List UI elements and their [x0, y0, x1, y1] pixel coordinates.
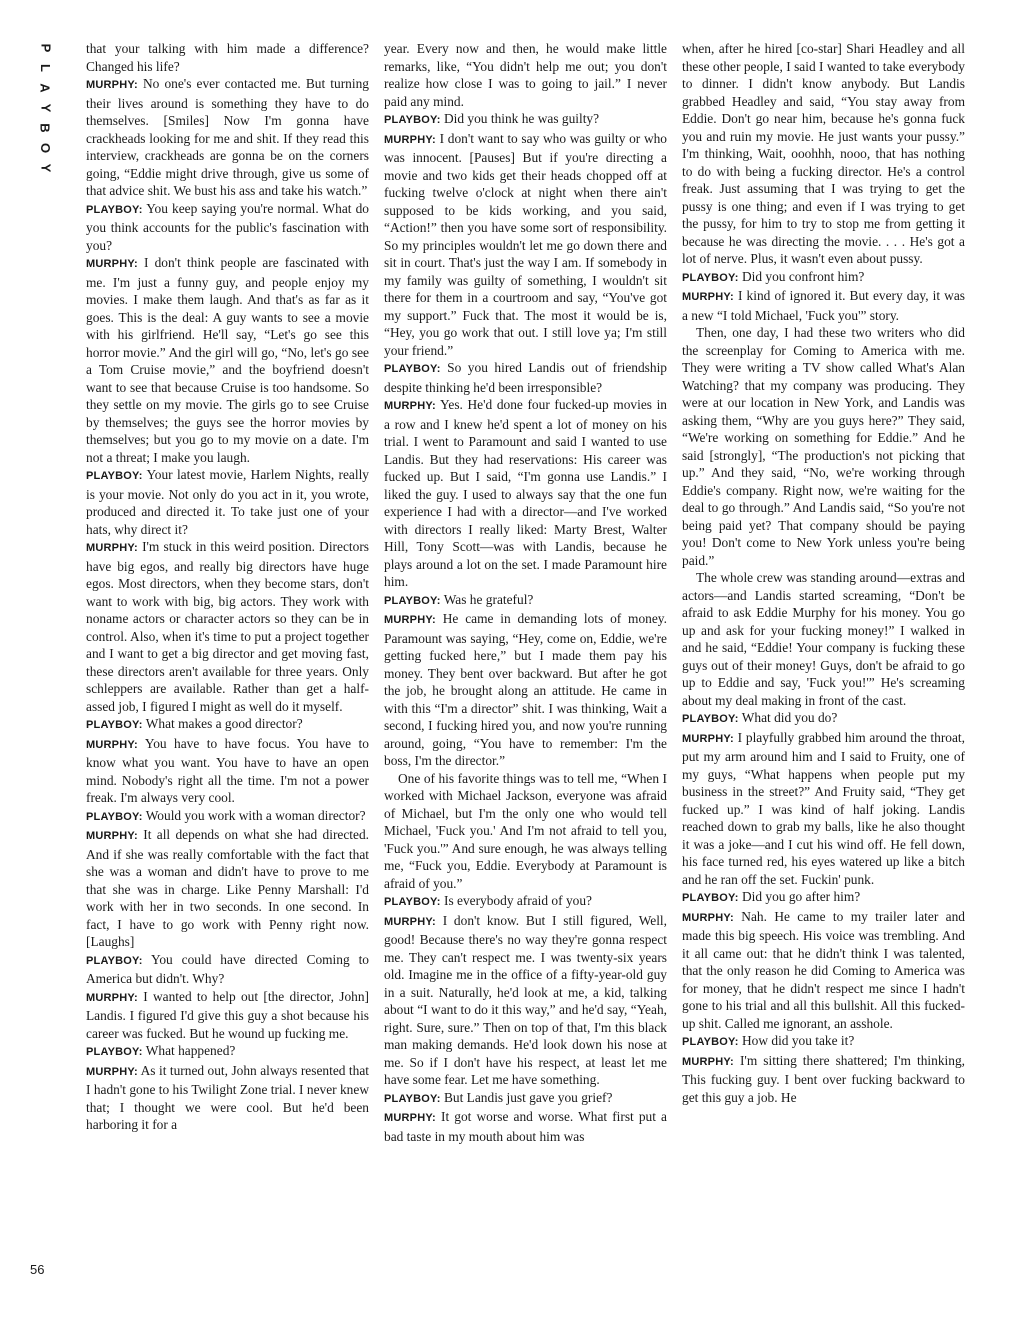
- speaker-label: MURPHY:: [682, 732, 734, 745]
- paragraph-text: I kind of ignored it. But every day, it was a new “I told Michael, 'Fuck you'” story.: [682, 288, 965, 323]
- paragraph-text: What makes a good director?: [145, 716, 303, 731]
- paragraph-text: I don't know. But I still figured, Well, good! Because there's no way they're gonna respect me. They can't respect me. I was twenty-six years old. Imagine me in the office of a fifty-year-old guy in a suit. Naturally, he'd look at me, a kid, talking about “I want to do it this way,” and he'd say, “Yeah, right. Sure, sure.” Then on top of that, I'm this black man making demands. He'd look down his nose at me. So if I don't have his respect, at least let me have some fear. Let me have something.: [384, 912, 667, 1087]
- interview-paragraph: [384, 610, 667, 770]
- paragraph-text: I don't think people are fascinated with me. I'm just a funny guy, and people enjoy my movies. I make them laugh. And that's as far as it goes. This is the deal: A guy wants to see a movie with his girlfriend. He'll say, “Let's go see this horror movie.” And the girl will go, “No, let's go see a Tom Cruise movie,” and the boyfriend doesn't want to see that because Cruise is too handsome. So they settle on my movie. The girls go to see Cruise by themselves; the guys see the horror movies by themselves; but you go to my movie on a date. I'm not a threat; I make you laugh.: [86, 255, 369, 465]
- paragraph-text: Was he grateful?: [443, 591, 534, 607]
- masthead-letter: A: [37, 83, 53, 93]
- interview-paragraph: [682, 709, 965, 729]
- interview-paragraph: [86, 1042, 369, 1062]
- paragraph-text: I'm stuck in this weird position. Directors have big egos, and really big directors have huge egos. Most directors, when they become stars, don't want to work with big, big actors. They work with noname actors or character actors so they can be in control. Also, when it's time to put a project together and I want to get a big director and get moving fast, these directors aren't available for three years. Only schleppers are available. Rather than get a half-assed job, I figured I might as well do it myself.: [86, 539, 369, 714]
- masthead-letter: Y: [37, 103, 53, 113]
- paragraph-text: I wanted to help out [the director, John] Landis. I figured I'd give this guy a shot because his career was fucked. But he wound up fucking me.: [86, 988, 369, 1041]
- paragraph-text: Did you think he was guilty?: [443, 111, 600, 126]
- text-column-1: [86, 40, 369, 1134]
- paragraph-text: Did you go after him?: [741, 889, 861, 904]
- paragraph-text: It got worse and worse. What first put a bad taste in my mouth about him was: [384, 1109, 667, 1144]
- paragraph-text: What did you do?: [741, 710, 838, 725]
- interview-paragraph: [86, 40, 369, 75]
- paragraph-text: Nah. He came to my trailer later and made this big speech. His voice was trembling. And it all came out: that he didn't think I was talented, that the only reason he did Coming to America was for money, that he didn't respect me since I hadn't gone to his trial and all this bullshit. All this fucked-up shit. Called me ignorant, an asshole.: [682, 908, 965, 1031]
- text-column-3: [682, 40, 965, 1106]
- paragraph-text: Yes. He'd done four fucked-up movies in a row and I knew he'd spent a lot of money on his trial. I went to Paramount and said I wanted to use Landis. But they had reservations: His career was fucked up. But I said, “I'm gonna use Landis.” I liked the guy. I used to always say that the one fun experience I had with a director—and I've worked with directors I really liked: Marty Brest, Walter Hill, Tony Scott—was with Landis, because he plays around a lot on the set. I made Paramount hire him.: [384, 397, 667, 589]
- paragraph-text: What happened?: [145, 1043, 236, 1058]
- speaker-label: MURPHY:: [86, 991, 138, 1004]
- interview-paragraph: [86, 75, 369, 200]
- interview-paragraph: [682, 569, 965, 709]
- interview-paragraph: [682, 268, 965, 288]
- masthead-letter: Y: [37, 163, 53, 173]
- interview-paragraph: [682, 729, 965, 889]
- interview-paragraph: [384, 912, 667, 1089]
- speaker-label: MURPHY:: [384, 133, 436, 146]
- paragraph-text: So you hired Landis out of friendship despite thinking he'd been irresponsible?: [384, 360, 667, 395]
- masthead-letter: B: [37, 123, 53, 133]
- speaker-label: PLAYBOY:: [86, 810, 143, 823]
- paragraph-text: when, after he hired [co-star] Shari Headley and all these other people, I said I wanted to take everybody to dinner. I didn't know anybody. But Landis grabbed Headley and said, “You stay away from Eddie. Don't go near him, because he's gonna fuck you and ruin my movie. He just wants your pussy.” I'm thinking, Wait, ooohhh, nooo, that has nothing to do with being a fucking director. He's a control freak. Just assuming that I was trying to get the pussy is one thing; and even if I was trying to get the pussy, for him to try to stop me from getting it because he was directing the movie. . . . He's got a lot of nerve. Plus, it wasn't even about pussy.: [682, 41, 965, 266]
- paragraph-text: Then, one day, I had these two writers who did the screenplay for Coming to America with me. They were writing a TV show called What's Alan Watching? that my company was producing. They were at our location in New York, and Landis was asking them, “Why are you guys here?” They said, “We're working on something for Eddie.” And he said [strongly], “The production's not picking that up.” And they said, “No, we're working through Eddie's company. Right now, we're waiting for the deal to go through.” And Landis said, “So you're not being paid yet? That company should be paying you! Don't come to New York unless you're being paid.”: [682, 325, 965, 568]
- interview-paragraph: [384, 396, 667, 591]
- speaker-label: PLAYBOY:: [86, 719, 143, 731]
- interview-paragraph: [86, 538, 369, 715]
- paragraph-text: Would you work with a woman director?: [145, 807, 366, 823]
- paragraph-text: I playfully grabbed him around the throat, put my arm around him and I said to Fruity, one of my guys, “What happens when people put my business in the street?” And Fruity said, “They get fucked up.” I was kind of half joking. Landis reached down to grab my balls, like he also thought it was a joke—and I cut his wind off. He fell down, his face turned red, his eyes watered up like a bitch and he ran off the set. Fuckin' punk.: [682, 729, 965, 887]
- paragraph-text: Did you confront him?: [741, 268, 865, 284]
- interview-paragraph: [86, 254, 369, 466]
- paragraph-text: You could have directed Coming to America but didn't. Why?: [86, 951, 369, 986]
- interview-paragraph: [86, 1062, 369, 1134]
- interview-paragraph: [384, 130, 667, 360]
- speaker-label: MURPHY:: [86, 1065, 138, 1078]
- speaker-label: PLAYBOY:: [384, 594, 441, 607]
- paragraph-text: How did you take it?: [741, 1033, 855, 1048]
- speaker-label: PLAYBOY:: [682, 713, 739, 725]
- interview-paragraph: [682, 287, 965, 324]
- interview-paragraph: [682, 888, 965, 908]
- speaker-label: MURPHY:: [86, 79, 138, 91]
- speaker-label: MURPHY:: [682, 911, 734, 924]
- interview-paragraph: [384, 591, 667, 611]
- speaker-label: MURPHY:: [384, 915, 436, 928]
- speaker-label: PLAYBOY:: [384, 363, 441, 375]
- speaker-label: MURPHY:: [86, 830, 138, 842]
- paragraph-text: The whole crew was standing around—extras and actors—and Landis started screaming, “Don't be afraid to ask Eddie Murphy for his money. You go up and ask for your fucking money!” I walked in and he said, “Eddie! Your company is fucking these guys out of their money! Guys, don't be afraid to go up to Eddie and say, 'Fuck you!'” He's screaming about my deal making in front of the cast.: [682, 570, 965, 708]
- masthead-letter: O: [38, 142, 53, 154]
- paragraph-text: I don't want to say who was guilty or who was innocent. [Pauses] But if you're directing a movie and two kids get their heads chopped off at fucking twelve o'clock at night when there ain't supposed to be kids working, and you said, “Action!” then you have some sort of responsibility. So my principles wouldn't let me go down there and sit in court. That's just the way I am. If somebody in my family was guilty of something, I wouldn't sit there for them in a courtroom and say, “You've got my support.” Fuck that. The most it would be is, “Hey, you go work that out. I still love ya; I'm still your friend.”: [384, 130, 667, 358]
- paragraph-text: No one's ever contacted me. But turning their lives around is something they have to do themselves. [Smiles] Now I'm gonna have crackheads looking for me and shit. If they read this interview, crackheads are gonna be on the corners going, “Eddie might drive through, give us some of that advice shit. We bust his ass and take his watch.”: [86, 76, 369, 198]
- interview-paragraph: [86, 951, 369, 988]
- interview-paragraph: [682, 40, 965, 268]
- speaker-label: PLAYBOY:: [86, 1046, 143, 1058]
- speaker-label: PLAYBOY:: [384, 896, 441, 908]
- paragraph-text: You have to have focus. You have to know what you want. You have to have an open mind. Nobody's right all the time. I'm not a power freak. I'm always very cool.: [86, 735, 369, 805]
- speaker-label: MURPHY:: [682, 1055, 734, 1068]
- paragraph-text: that your talking with him made a difference? Changed his life?: [86, 41, 369, 74]
- interview-paragraph: [384, 892, 667, 912]
- paragraph-text: year. Every now and then, he would make little remarks, like, “You didn't help me out; you don't realize how close I was to going to jail.” I never paid any mind.: [384, 41, 667, 109]
- interview-paragraph: [86, 807, 369, 827]
- interview-paragraph: [384, 770, 667, 893]
- interview-paragraph: [384, 110, 667, 130]
- paragraph-text: One of his favorite things was to tell me, “When I worked with Michael Jackson, everyone was afraid of Michael, but I'm the only one who would tell Michael, 'Fuck you.' And I'm not afraid to tell you, 'Fuck you.'” And sure enough, he was always telling me, “Fuck you, Eddie. Everybody at Paramount is afraid of you.”: [384, 770, 667, 891]
- interview-paragraph: [682, 908, 965, 1033]
- interview-paragraph: [682, 324, 965, 569]
- speaker-label: PLAYBOY:: [86, 954, 143, 967]
- speaker-label: MURPHY:: [86, 258, 138, 270]
- masthead-letter: L: [37, 64, 53, 72]
- speaker-label: PLAYBOY:: [86, 470, 143, 482]
- interview-paragraph: [86, 466, 369, 538]
- interview-paragraph: [384, 1108, 667, 1145]
- speaker-label: PLAYBOY:: [682, 1036, 739, 1048]
- paragraph-text: It all depends on what she had directed. And if she was really comfortable with the fact that she was a woman and didn't have to prove to me that she was in charge. Like Penny Marshall: I'd work with her in two seconds. In one second. In fact, I have to go work with Penny right now. [Laughs]: [86, 827, 369, 949]
- speaker-label: MURPHY:: [384, 400, 436, 412]
- speaker-label: PLAYBOY:: [384, 114, 441, 126]
- interview-paragraph: [682, 1052, 965, 1107]
- paragraph-text: I'm sitting there shattered; I'm thinking, This fucking guy. I bent over fucking backward to get this guy a job. He: [682, 1052, 965, 1105]
- interview-paragraph: [86, 200, 369, 255]
- speaker-label: MURPHY:: [86, 542, 138, 554]
- interview-paragraph: [384, 1089, 667, 1109]
- speaker-label: MURPHY:: [384, 614, 436, 626]
- speaker-label: MURPHY:: [384, 1112, 436, 1124]
- speaker-label: PLAYBOY:: [682, 271, 739, 284]
- speaker-label: MURPHY:: [86, 738, 138, 751]
- interview-paragraph: [384, 359, 667, 396]
- paragraph-text: As it turned out, John always resented that I hadn't gone to his Twilight Zone trial. I never knew that; I thought we were cool. But he'd been harboring it for a: [86, 1062, 369, 1132]
- interview-paragraph: [682, 1032, 965, 1052]
- text-column-2: [384, 40, 667, 1145]
- speaker-label: PLAYBOY:: [682, 892, 739, 904]
- magazine-masthead: [30, 38, 60, 178]
- paragraph-text: Is everybody afraid of you?: [443, 893, 592, 908]
- speaker-label: PLAYBOY:: [86, 203, 143, 216]
- interview-paragraph: [86, 988, 369, 1043]
- interview-paragraph: [86, 826, 369, 951]
- paragraph-text: He came in demanding lots of money. Paramount was saying, “Hey, come on, Eddie, we're getting fucked here,” but I made them pay his money. They bent over backward. But after he got the job, he brought along an attitude. He came in with this “I'm a director” shit. I was thinking, Wait a second, I fucking hired you, and now you're running around, going, “You have to remember: I'm the boss, I'm the director.”: [384, 611, 667, 768]
- speaker-label: PLAYBOY:: [384, 1092, 441, 1105]
- masthead-letter: P: [37, 43, 53, 53]
- page-number: 56: [30, 1262, 45, 1277]
- interview-paragraph: [384, 40, 667, 110]
- paragraph-text: Your latest movie, Harlem Nights, really is your movie. Not only do you act in it, you wrote, produced and directed it. To take just one of your hats, why direct it?: [86, 467, 369, 537]
- interview-paragraph: [86, 735, 369, 807]
- interview-paragraph: [86, 715, 369, 735]
- speaker-label: MURPHY:: [682, 291, 734, 303]
- paragraph-text: But Landis just gave you grief?: [443, 1089, 613, 1105]
- paragraph-text: You keep saying you're normal. What do you think accounts for the public's fascination with you?: [86, 200, 369, 253]
